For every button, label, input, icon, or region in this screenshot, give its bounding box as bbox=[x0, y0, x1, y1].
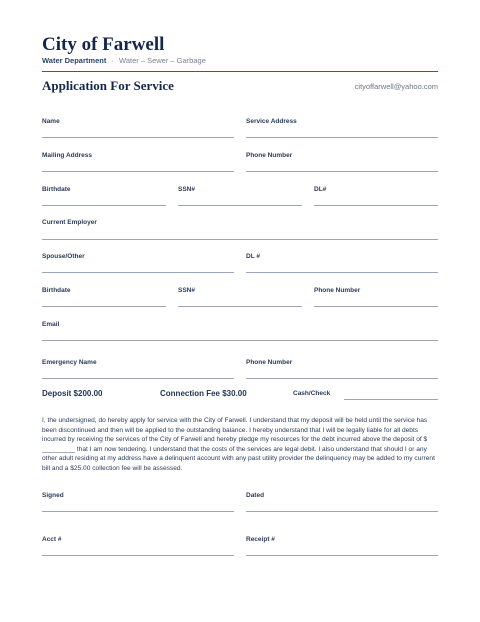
department-name: Water Department bbox=[42, 56, 107, 65]
dated-label: Dated bbox=[246, 492, 265, 499]
name-field[interactable] bbox=[42, 137, 234, 138]
email-field[interactable] bbox=[42, 340, 438, 341]
spouse-birthdate-label: Birthdate bbox=[42, 287, 71, 294]
cash-check-field[interactable] bbox=[344, 399, 438, 400]
service-address-label: Service Address bbox=[246, 118, 297, 125]
city-title: City of Farwell bbox=[42, 34, 165, 55]
connection-fee-amount: Connection Fee $30.00 bbox=[160, 389, 247, 398]
birthdate-label: Birthdate bbox=[42, 186, 71, 193]
phone-number-label: Phone Number bbox=[246, 152, 293, 159]
subtitle-separator: · bbox=[111, 56, 114, 65]
ssn-label: SSN# bbox=[178, 186, 195, 193]
birthdate-field[interactable] bbox=[42, 205, 166, 206]
spouse-ssn-label: SSN# bbox=[178, 287, 195, 294]
spouse-phone-label: Phone Number bbox=[314, 287, 361, 294]
spouse-dl-label: DL # bbox=[246, 253, 260, 260]
acct-label: Acct # bbox=[42, 536, 62, 543]
emergency-name-label: Emergency Name bbox=[42, 359, 97, 366]
emergency-phone-label: Phone Number bbox=[246, 359, 293, 366]
agreement-text: I, the undersigned, do hereby apply for service with the City of Farwell. I understand that my deposit will be held until the service has been discontinued and then will be applied to the outstanding balance. I hereby understand that I will be legally liable for all debts incurred by receiving the services of the City of Farwell and hereby pledge my resources for the debt incurred above the deposit of $ _________ that I am now tendering. I understand that the costs of the services are legal debit. I also understand that should I or any other adult residing at my address have a delinquent account with any past utility provider the delinquency may be added to my current bill and a $25.00 collection fee will be assessed. bbox=[42, 417, 435, 472]
current-employer-field[interactable] bbox=[42, 239, 438, 240]
contact-email: cityoffarwell@yahoo.com bbox=[354, 82, 438, 91]
email-label: Email bbox=[42, 321, 60, 328]
receipt-label: Receipt # bbox=[246, 536, 275, 543]
dl-field[interactable] bbox=[314, 205, 438, 206]
spouse-other-label: Spouse/Other bbox=[42, 253, 85, 260]
spouse-ssn-field[interactable] bbox=[178, 306, 302, 307]
signed-label: Signed bbox=[42, 492, 64, 499]
spouse-birthdate-field[interactable] bbox=[42, 306, 166, 307]
receipt-field[interactable] bbox=[246, 555, 438, 556]
spouse-phone-field[interactable] bbox=[314, 306, 438, 307]
dl-label: DL# bbox=[314, 186, 327, 193]
emergency-name-field[interactable] bbox=[42, 378, 234, 379]
cash-check-label: Cash/Check bbox=[293, 390, 331, 397]
signature-field[interactable] bbox=[42, 511, 234, 512]
spouse-other-field[interactable] bbox=[42, 272, 234, 273]
services-list: Water – Sewer – Garbage bbox=[119, 56, 206, 65]
mailing-address-label: Mailing Address bbox=[42, 152, 92, 159]
date-field[interactable] bbox=[246, 511, 438, 512]
subtitle bbox=[42, 56, 206, 65]
name-label: Name bbox=[42, 118, 60, 125]
acct-field[interactable] bbox=[42, 555, 234, 556]
form-title: Application For Service bbox=[42, 78, 174, 93]
deposit-amount: Deposit $200.00 bbox=[42, 389, 103, 398]
spouse-dl-field[interactable] bbox=[246, 272, 438, 273]
emergency-phone-field[interactable] bbox=[246, 378, 438, 379]
service-address-field[interactable] bbox=[246, 137, 438, 138]
current-employer-label: Current Employer bbox=[42, 219, 97, 226]
phone-number-field[interactable] bbox=[246, 171, 438, 172]
mailing-address-field[interactable] bbox=[42, 171, 234, 172]
ssn-field[interactable] bbox=[178, 205, 302, 206]
header-divider bbox=[42, 71, 438, 72]
